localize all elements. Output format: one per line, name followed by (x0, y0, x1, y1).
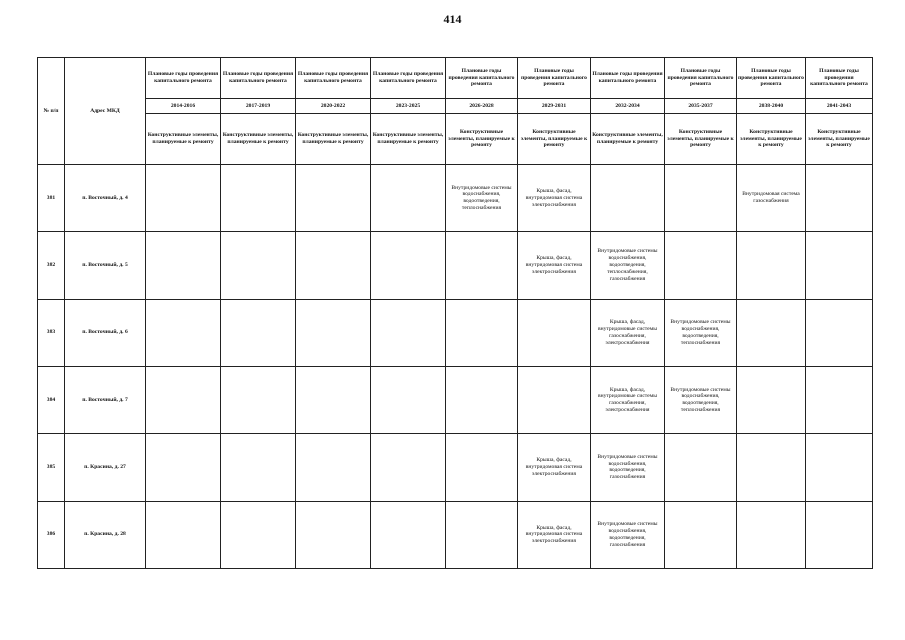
repair-cell: Крыша, фасад, внутридомовые системы газоснабжения, электроснабжения (591, 299, 665, 366)
row-address: п. Восточный, д. 6 (65, 299, 146, 366)
table-row (38, 165, 873, 232)
repair-cell (806, 366, 873, 433)
repair-cell (221, 165, 296, 232)
repair-cell (296, 366, 371, 433)
repair-cell: Внутридомовые системы водоснабжения, водоотведения, газоснабжения (591, 501, 665, 568)
repair-cell: Внутридомовые системы водоснабжения, водоотведения, теплоснабжения, газоснабжения (591, 232, 665, 299)
capital-repair-plan-table (37, 57, 873, 569)
repair-cell: Крыша, фасад, внутридомовая система электроснабжения (518, 165, 591, 232)
header-years: 2014-2016 (146, 99, 221, 114)
repair-cell: Внутридомовые системы водоснабжения, водоотведения, газоснабжения (591, 434, 665, 501)
repair-cell (146, 299, 221, 366)
header-elements: Конструктивные элементы, планируемые к ремонту (737, 114, 806, 165)
repair-cell (737, 434, 806, 501)
header-plan-title: Плановые годы проведения капитального ремонта (518, 58, 591, 99)
row-address: п. Восточный, д. 4 (65, 165, 146, 232)
header-elements: Конструктивные элементы, планируемые к ремонту (296, 114, 371, 165)
repair-cell (806, 165, 873, 232)
repair-cell (221, 232, 296, 299)
repair-cell (518, 366, 591, 433)
repair-cell: Крыша, фасад, внутридомовая система электроснабжения (518, 232, 591, 299)
header-years: 2035-2037 (665, 99, 737, 114)
row-address: п. Восточный, д. 5 (65, 232, 146, 299)
repair-cell (371, 232, 446, 299)
row-number: 384 (38, 366, 65, 433)
table-row (38, 434, 873, 501)
row-address: п. Красина, д. 27 (65, 434, 146, 501)
repair-cell (665, 434, 737, 501)
header-years: 2020-2022 (296, 99, 371, 114)
repair-cell (221, 501, 296, 568)
header-elements: Конструктивные элементы, планируемые к ремонту (665, 114, 737, 165)
header-years: 2023-2025 (371, 99, 446, 114)
repair-cell: Внутридомовые системы водоснабжения, водоотведения, теплоснабжения (665, 299, 737, 366)
row-number: 386 (38, 501, 65, 568)
header-plan-title: Плановые годы проведения капитального ремонта (221, 58, 296, 99)
repair-cell (665, 165, 737, 232)
repair-cell (296, 434, 371, 501)
repair-cell (446, 501, 518, 568)
repair-cell (296, 501, 371, 568)
repair-cell (146, 366, 221, 433)
row-number: 382 (38, 232, 65, 299)
header-elements: Конструктивные элементы, планируемые к ремонту (371, 114, 446, 165)
repair-cell (296, 165, 371, 232)
repair-cell (591, 165, 665, 232)
header-num: № п/п (38, 58, 65, 165)
repair-cell (806, 299, 873, 366)
header-plan-title: Плановые годы проведения капитального ремонта (665, 58, 737, 99)
repair-cell (737, 299, 806, 366)
repair-cell: Внутридомовые системы водоснабжения, водоотведения, теплоснабжения (446, 165, 518, 232)
header-plan-title: Плановые годы проведения капитального ремонта (446, 58, 518, 99)
header-elements: Конструктивные элементы, планируемые к ремонту (221, 114, 296, 165)
repair-cell (806, 232, 873, 299)
repair-cell: Крыша, фасад, внутридомовая система электроснабжения (518, 501, 591, 568)
header-elements: Конструктивные элементы, планируемые к ремонту (591, 114, 665, 165)
table-row (38, 501, 873, 568)
repair-cell: Крыша, фасад, внутридомовая система электроснабжения (518, 434, 591, 501)
repair-cell (446, 366, 518, 433)
header-years: 2026-2028 (446, 99, 518, 114)
repair-cell (371, 299, 446, 366)
repair-cell: Внутридомовая система газоснабжения (737, 165, 806, 232)
repair-cell (806, 501, 873, 568)
table-row (38, 299, 873, 366)
header-elements: Конструктивные элементы, планируемые к ремонту (518, 114, 591, 165)
header-elements: Конструктивные элементы, планируемые к ремонту (146, 114, 221, 165)
repair-cell (737, 232, 806, 299)
repair-cell (146, 501, 221, 568)
repair-cell (446, 299, 518, 366)
repair-cell (806, 434, 873, 501)
repair-cell (737, 366, 806, 433)
repair-cell (221, 299, 296, 366)
repair-cell (221, 366, 296, 433)
repair-cell (146, 232, 221, 299)
repair-cell (146, 165, 221, 232)
header-plan-title: Плановые годы проведения капитального ремонта (146, 58, 221, 99)
header-years: 2017-2019 (221, 99, 296, 114)
repair-cell (737, 501, 806, 568)
page-number: 414 (443, 12, 462, 26)
repair-cell (221, 434, 296, 501)
repair-cell (371, 165, 446, 232)
repair-cell (518, 299, 591, 366)
repair-cell (296, 299, 371, 366)
header-years: 2029-2031 (518, 99, 591, 114)
table-row (38, 232, 873, 299)
repair-cell (446, 232, 518, 299)
header-address: Адрес МКД (65, 58, 146, 165)
repair-cell (371, 434, 446, 501)
header-years: 2038-2040 (737, 99, 806, 114)
row-address: п. Красина, д. 28 (65, 501, 146, 568)
row-address: п. Восточный, д. 7 (65, 366, 146, 433)
repair-cell (665, 501, 737, 568)
header-plan-title: Плановые годы проведения капитального ремонта (296, 58, 371, 99)
repair-cell (296, 232, 371, 299)
table-row (38, 366, 873, 433)
header-elements: Конструктивные элементы, планируемые к ремонту (446, 114, 518, 165)
repair-cell (371, 501, 446, 568)
header-plan-title: Плановые годы проведения капитального ремонта (371, 58, 446, 99)
repair-cell: Внутридомовые системы водоснабжения, водоотведения, теплоснабжения (665, 366, 737, 433)
header-years: 2032-2034 (591, 99, 665, 114)
repair-cell (665, 232, 737, 299)
header-plan-title: Плановые годы проведения капитального ремонта (806, 58, 873, 99)
repair-cell (371, 366, 446, 433)
repair-cell: Крыша, фасад, внутридомовые системы газоснабжения, электроснабжения (591, 366, 665, 433)
row-number: 385 (38, 434, 65, 501)
row-number: 381 (38, 165, 65, 232)
header-elements: Конструктивные элементы, планируемые к ремонту (806, 114, 873, 165)
header-plan-title: Плановые годы проведения капитального ремонта (737, 58, 806, 99)
header-plan-title: Плановые годы проведения капитального ремонта (591, 58, 665, 99)
header-years: 2041-2043 (806, 99, 873, 114)
row-number: 383 (38, 299, 65, 366)
repair-cell (446, 434, 518, 501)
repair-cell (146, 434, 221, 501)
